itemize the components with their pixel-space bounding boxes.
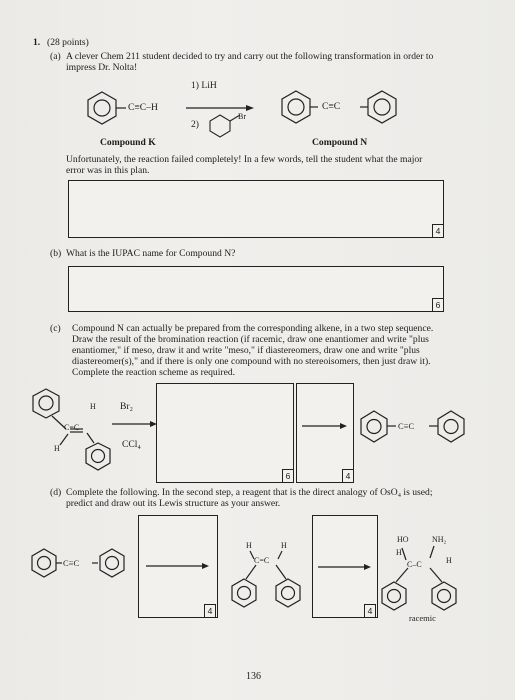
- part-c-line-1: Compound N can actually be prepared from the corresponding alkene, in a two step sequence.: [72, 323, 434, 334]
- amino-alcohol-structure: [378, 534, 478, 618]
- diphenylacetylene-c-label: C≡C: [398, 421, 415, 431]
- compound-k-alkyne: C≡C–H: [128, 102, 158, 113]
- part-d-line1: Complete the following. In the second step, a reagent that is the direct analogy of OsO₄ is used;: [66, 487, 433, 498]
- cis-stilbene-h-right: H: [281, 541, 287, 550]
- points-b: 6: [432, 298, 444, 312]
- part-d-label: (d): [50, 487, 62, 498]
- product-nh2: NH₂: [432, 535, 447, 544]
- part-b-prompt: What is the IUPAC name for Compound N?: [66, 248, 236, 259]
- diphenylacetylene-d: [30, 546, 140, 586]
- points-c-right: 4: [342, 469, 354, 483]
- part-a-prompt-line2: impress Dr. Nolta!: [66, 62, 138, 73]
- points-d-left: 4: [204, 604, 216, 618]
- answer-box-c-reagent[interactable]: [296, 383, 354, 483]
- reagent-2: 2): [191, 119, 199, 130]
- part-d-line2: predict and draw out its Lewis structure as your answer.: [66, 498, 281, 509]
- part-a-followup-line1: Unfortunately, the reaction failed completely! In a few words, tell the student what the major: [66, 154, 423, 165]
- stilbene-h-top: H: [90, 402, 96, 411]
- part-c-line-4: diastereomer(s)," and if there is only one compound with no stereoisomers, then just draw it).: [72, 356, 431, 367]
- question-points: (28 points): [47, 37, 89, 48]
- product-h-right: H: [446, 556, 452, 565]
- part-a-prompt-line1: A clever Chem 211 student decided to try and carry out the following transformation in order to: [66, 51, 434, 62]
- reaction-arrow-c1: [112, 420, 158, 428]
- stilbene-double-bond: C=C: [64, 423, 80, 432]
- product-ho: HO: [397, 535, 409, 544]
- compound-k-label: Compound K: [100, 137, 156, 148]
- diphenylacetylene-d-label: C≡C: [63, 558, 80, 568]
- part-c-line-5: Complete the reaction scheme as required.: [72, 367, 236, 378]
- compound-n-alkyne: C≡C: [322, 101, 341, 112]
- stilbene-structure: [28, 385, 128, 485]
- part-a-label: (a): [50, 51, 61, 62]
- reagent-2-bromide: Br: [238, 112, 246, 121]
- product-h-left: H: [396, 548, 402, 557]
- stilbene-h-bottom: H: [54, 444, 60, 453]
- answer-box-b[interactable]: [68, 266, 444, 312]
- reaction-arrow-d2: [318, 563, 372, 571]
- points-c-left: 6: [282, 469, 294, 483]
- answer-box-c-bromination[interactable]: [156, 383, 294, 483]
- part-c-label: (c): [50, 323, 61, 334]
- question-number: 1.: [33, 37, 41, 48]
- part-a-followup-line2: error was in this plan.: [66, 165, 150, 176]
- cis-stilbene-h-left: H: [246, 541, 252, 550]
- compound-n-structure: [276, 88, 426, 130]
- answer-box-a[interactable]: [68, 180, 444, 238]
- racemic-label: racemic: [409, 613, 436, 623]
- points-d-right: 4: [364, 604, 376, 618]
- product-cc: C–C: [407, 560, 422, 569]
- points-a: 4: [432, 224, 444, 238]
- cis-stilbene-double-bond: C=C: [254, 556, 270, 565]
- reagent-ccl4: CCl₄: [122, 439, 141, 450]
- part-b-label: (b): [50, 248, 62, 259]
- reagent-1: 1) LiH: [191, 80, 217, 91]
- part-c-line-3: enantiomer," if meso, draw it and write "meso," if diastereomers, draw one and write "plus: [72, 345, 420, 356]
- compound-n-label: Compound N: [312, 137, 368, 148]
- part-c-line-2: Draw the result of the bromination reaction (if racemic, draw one enantiomer and write "plus: [72, 334, 429, 345]
- page-number: 136: [246, 671, 261, 682]
- reaction-arrow-c2: [302, 422, 348, 430]
- reaction-arrow-d1: [146, 562, 210, 570]
- reagent-br2: Br₂: [120, 401, 133, 412]
- diphenylacetylene-c: [356, 408, 515, 450]
- reaction-arrow-a: [186, 97, 266, 137]
